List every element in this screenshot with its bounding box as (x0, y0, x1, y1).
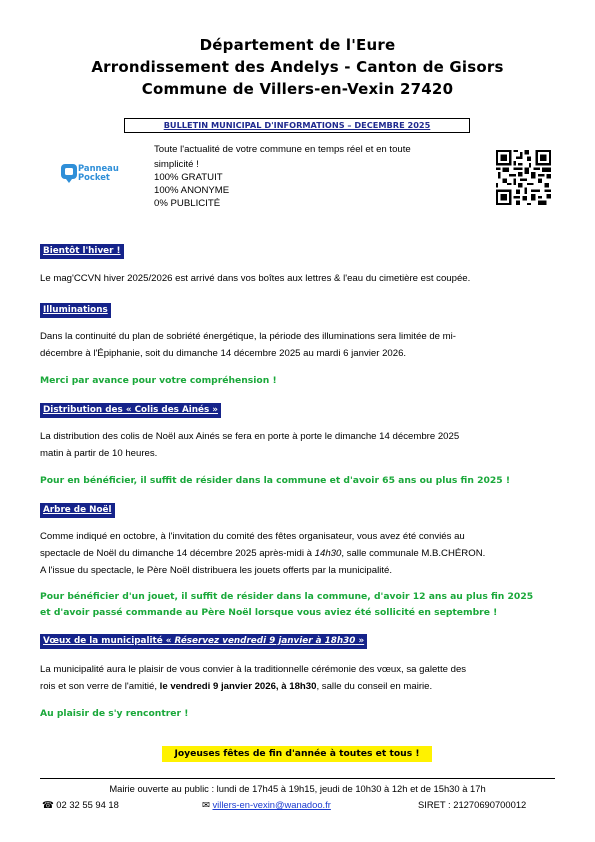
illuminations-green-note: Merci par avance pour votre compréhension ! (40, 375, 277, 386)
footer-email[interactable] (202, 799, 331, 811)
noel-text-3: A l'issue du spectacle, le Père Noël distribuera les jouets offerts par la municipalité. (40, 565, 393, 576)
voeux-text-2c: , salle du conseil en mairie. (316, 681, 433, 692)
colis-green-note: Pour en bénéficier, il suffit de résider dans la commune et d'avoir 65 ans ou plus fin 2025 ! (40, 475, 511, 486)
noel-text-2a: spectacle de Noël du dimanche 14 décembre 2025 après-midi à (40, 548, 315, 559)
noel-text-2 (40, 545, 560, 562)
pp-line: 0% PUBLICITÉ (154, 198, 221, 209)
noel-text-1: Comme indiqué en octobre, à l'invitation du comité des fêtes organisateur, vous avez été conviés au (40, 531, 465, 542)
section-title-voeux (40, 634, 367, 649)
voeux-title-a: Vœux de la municipalité « (43, 636, 175, 646)
noel-text-2c: , salle communale M.B.CHÉRON. (341, 548, 486, 559)
voeux-text-2a: rois et son verre de l'amitié, (40, 681, 160, 692)
illuminations-text-2: décembre à l'Épiphanie, soit du dimanche 14 décembre 2025 au mardi 6 janvier 2026. (40, 348, 407, 359)
voeux-text-date: le vendredi 9 janvier 2026, à 18h30 (159, 681, 317, 692)
section-title-hiver: Bientôt l'hiver ! (40, 244, 124, 259)
email-link[interactable]: villers-en-vexin@wanadoo.fr (212, 799, 331, 810)
noel-text-time: 14h30 (314, 548, 342, 559)
pp-line: 100% GRATUIT (154, 172, 223, 183)
voeux-text-1: La municipalité aura le plaisir de vous convier à la traditionnelle cérémonie des vœux, sa galette des (40, 664, 467, 675)
logo-text-pocket: Pocket (78, 172, 110, 182)
noel-green-note-2: et d'avoir passé commande au Père Noël lorsque vous aviez été sollicité en septembre ! (40, 607, 498, 618)
section-title-illuminations: Illuminations (40, 303, 111, 318)
voeux-title-b: Réservez vendredi 9 janvier à 18h30 (174, 636, 356, 646)
section-title-colis: Distribution des « Colis des Ainés » (40, 403, 221, 418)
header-department: Département de l'Eure (199, 36, 396, 54)
pp-line: simplicité ! (154, 159, 199, 170)
header-arrondissement: Arrondissement des Andelys - Canton de Gisors (91, 58, 504, 76)
voeux-green-note: Au plaisir de s'y rencontrer ! (40, 708, 189, 719)
phone-icon: ☎ (42, 799, 54, 810)
section-title-noel: Arbre de Noël (40, 503, 115, 518)
footer-divider (40, 778, 555, 779)
header-commune: Commune de Villers-en-Vexin 27420 (141, 80, 454, 98)
voeux-title-c: » (355, 636, 365, 646)
footer-phone (42, 799, 119, 811)
noel-green-note-1: Pour bénéficier d'un jouet, il suffit de résider dans la commune, d'avoir 12 ans au plus fin 2025 (40, 591, 534, 602)
colis-text-2: matin à partir de 10 heures. (40, 448, 158, 459)
footer-hours: Mairie ouverte au public : lundi de 17h45 à 19h15, jeudi de 10h30 à 12h et de 15h30 à 17h (109, 783, 486, 794)
pp-line: Toute l'actualité de votre commune en temps réel et en toute (154, 144, 411, 155)
illuminations-text-1: Dans la continuité du plan de sobriété énergétique, la période des illuminations sera limitée de mi- (40, 331, 456, 342)
hiver-text: Le mag'CCVN hiver 2025/2026 est arrivé dans vos boîtes aux lettres & l'eau du cimetière est coupée. (40, 273, 471, 284)
logo-text-panneau: Panneau (78, 163, 119, 173)
bulletin-title: BULLETIN MUNICIPAL D'INFORMATIONS – DECEMBRE 2025 (124, 118, 470, 133)
panneau-pocket-text (154, 142, 484, 211)
footer-phone-number: 02 32 55 94 18 (56, 799, 119, 810)
voeux-text-2 (40, 678, 560, 695)
envelope-icon: ✉ (202, 799, 210, 810)
footer-siret: SIRET : 21270690700012 (418, 799, 527, 810)
closing-greeting: Joyeuses fêtes de fin d'année à toutes et tous ! (162, 746, 432, 762)
panneau-pocket-logo (59, 162, 129, 184)
qr-code (496, 150, 551, 205)
pp-line: 100% ANONYME (154, 185, 230, 196)
colis-text-1: La distribution des colis de Noël aux Ainés se fera en porte à porte le dimanche 14 décembre 2025 (40, 431, 460, 442)
